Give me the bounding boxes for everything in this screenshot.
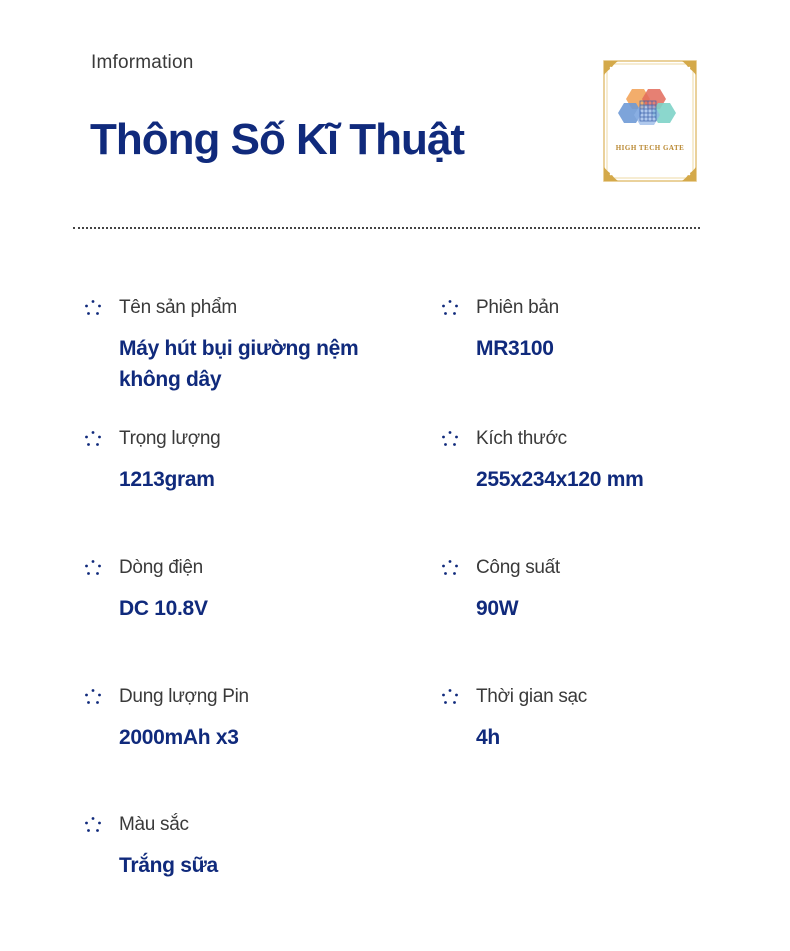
spec-label: Dung lượng Pin (119, 686, 249, 707)
brand-logo (602, 59, 698, 183)
spec-label: Phiên bản (476, 297, 559, 318)
dots-bullet-icon (84, 816, 102, 834)
dots-bullet-icon (441, 430, 459, 448)
section-eyebrow: Imformation (91, 52, 194, 73)
spec-label: Trọng lượng (119, 428, 221, 449)
section-divider (73, 227, 700, 229)
dots-bullet-icon (84, 430, 102, 448)
spec-label: Kích thước (476, 428, 567, 449)
dots-bullet-icon (441, 688, 459, 706)
spec-label: Thời gian sạc (476, 686, 588, 707)
spec-value: 2000mAh x3 (119, 726, 239, 749)
logo-graphic (602, 59, 698, 183)
logo-wordmark: HIGH TECH GATE (615, 144, 685, 152)
spec-value: 4h (476, 726, 500, 749)
spec-value: 90W (476, 597, 519, 620)
spec-value: Trắng sữa (119, 854, 218, 877)
spec-value: MR3100 (476, 337, 554, 360)
dots-bullet-icon (84, 559, 102, 577)
spec-label: Màu sắc (119, 814, 189, 835)
spec-value: DC 10.8V (119, 597, 208, 620)
spec-label: Dòng điện (119, 557, 203, 578)
spec-label: Công suất (476, 557, 560, 578)
spec-value: Máy hút bụi giường nệm không dây (119, 337, 359, 391)
spec-value: 1213gram (119, 468, 215, 491)
dots-bullet-icon (441, 299, 459, 317)
spec-label: Tên sản phẩm (119, 297, 237, 318)
dots-bullet-icon (84, 299, 102, 317)
dots-bullet-icon (84, 688, 102, 706)
dots-bullet-icon (441, 559, 459, 577)
page-title: Thông Số Kĩ Thuật (90, 115, 465, 164)
spec-value: 255x234x120 mm (476, 468, 644, 491)
